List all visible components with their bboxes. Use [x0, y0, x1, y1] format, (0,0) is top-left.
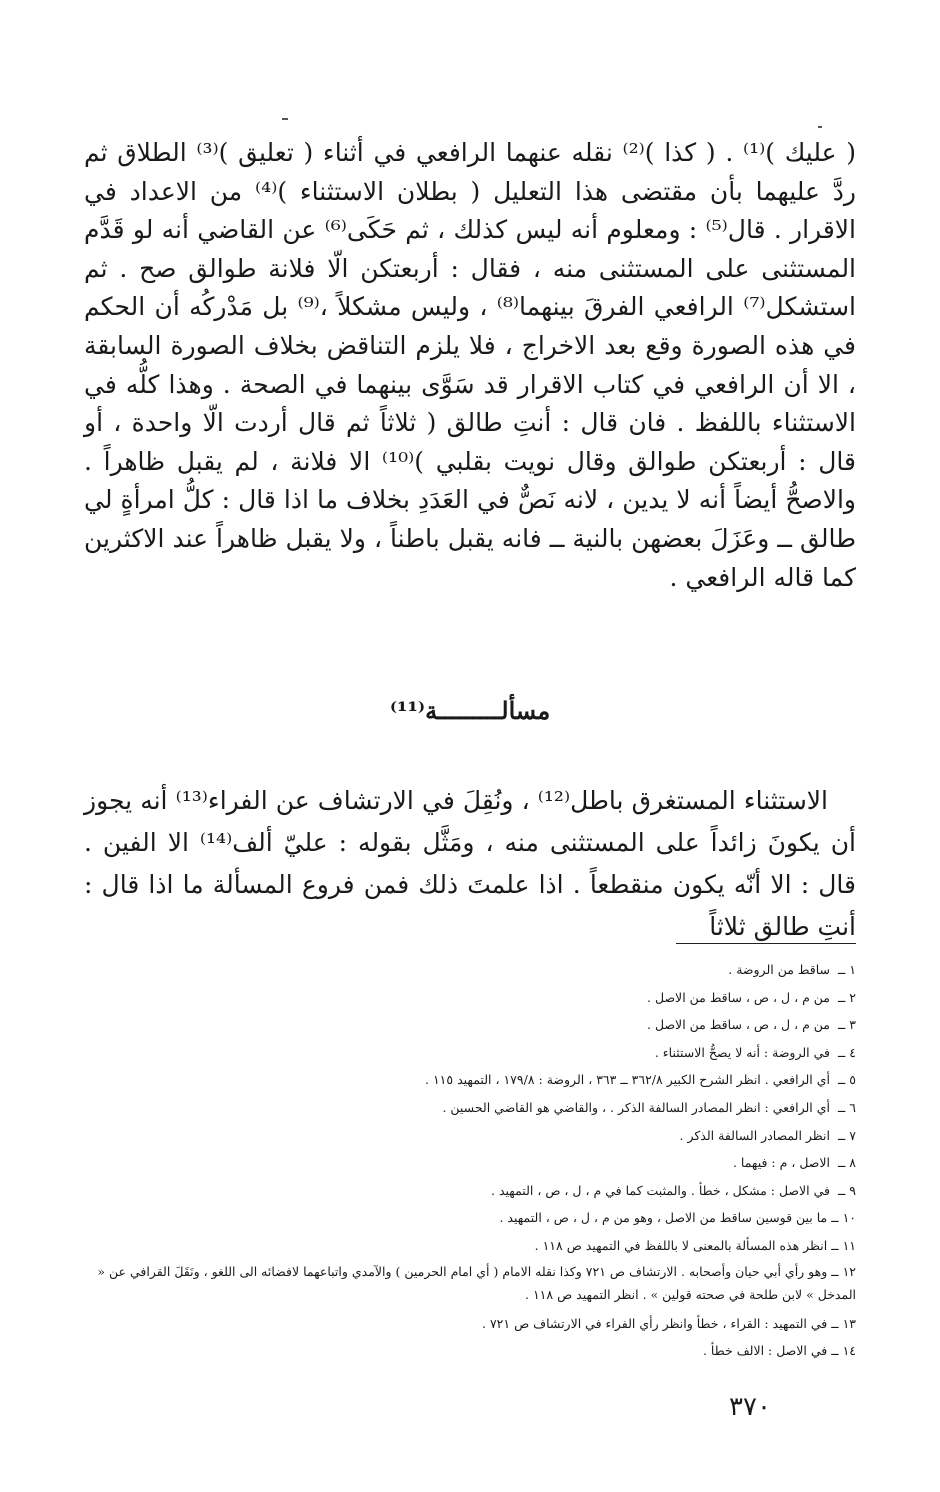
text-line: يكون منقطعاً . اذا علمتَ ذلك فمن فروع المسألة ما اذا قال : أنتِ طالق ثلاثاً [84, 870, 856, 941]
scan-mark [282, 118, 288, 120]
text-line: العَدَدِ بخلاف ما اذا قال : كلُّ امرأةٍ لي طالق ــ وعَزَلَ بعضهن بالنية ــ فانه يقبل [84, 485, 856, 553]
main-paragraph [84, 134, 856, 597]
footnote [60, 1232, 856, 1260]
footnote-number: ١٣ ــ [831, 1315, 856, 1331]
footnote-number: ٣ ــ [837, 1017, 856, 1033]
footnote-text: في الروضة : أنه لا يصحُّ الاستثناء . [654, 1044, 831, 1060]
footnote [60, 1310, 856, 1338]
footnote-text: أي الرافعي . انظر الشرح الكبير ٣٦٢/٨ ــ ٣٦٣ ، الروضة : ١٧٩/٨ ، التمهيد ١١٥ . [425, 1072, 831, 1088]
text-line: باطناً ، ولا يقبل ظاهراً عند الاكثرين كما قاله الرافعي . [84, 523, 856, 592]
footnotes-list [60, 956, 856, 1365]
text-line: ( عليك )⁽¹⁾ . ( كذا )⁽²⁾ نقله عنهما الرافعي في أثناء ( تعليق )⁽³⁾ الطلاق ثم ردَّ [84, 138, 857, 206]
text-line: بينهما⁽⁸⁾ ، وليس مشكلاً ،⁽⁹⁾ بل مَدْركُه أن الحكم في هذه الصورة وقع بعد [84, 292, 857, 360]
text-line: يكونَ زائداً على المستثنى منه ، ومَثَّل بقوله : عليّ ألف⁽¹⁴⁾ الا الفين . قال : الا أنّه [84, 828, 856, 899]
section-heading: مسألـــــــــة⁽¹¹⁾ [389, 696, 551, 725]
footnote [60, 1066, 856, 1094]
footnote-number: ٩ ــ [837, 1182, 856, 1198]
scan-mark [818, 126, 822, 128]
footnote-number: ١٠ ــ [831, 1210, 856, 1226]
second-paragraph [84, 780, 856, 948]
footnote [60, 1094, 856, 1122]
footnote-divider [676, 943, 856, 944]
footnote-number: ١١ ــ [831, 1237, 856, 1253]
footnote-number: ١٤ ــ [831, 1343, 856, 1359]
footnote [60, 1204, 856, 1232]
footnote-number: ١٢ ــ [831, 1263, 856, 1279]
page-number: ٣٧٠ [729, 1392, 771, 1422]
footnote-text: أي الرافعي : انظر المصادر السالفة الذكر . ، والقاضي هو القاضي الحسين . [442, 1099, 831, 1115]
footnote [60, 1122, 856, 1150]
text-line: أنتِ طالق ( ثلاثاً ثم قال أردت الّا واحدة ، أو قال : أربعتكن طوالق وقال نويت [84, 408, 857, 476]
text-line: قال⁽⁵⁾ : ومعلوم أنه ليس كذلك ، ثم حَكَى⁽⁶⁾ عن القاضي أنه لو قَدَّم المستثنى على [84, 215, 857, 283]
footnote-number: ٥ ــ [837, 1072, 856, 1088]
text-line: الاخراج ، فلا يلزم التناقض بخلاف الصورة السابقة ، الا أن الرافعي في كتاب [84, 330, 857, 399]
footnote-text: ساقط من الروضة . [728, 962, 831, 977]
footnote-number: ١ ــ [837, 962, 856, 977]
footnote [60, 1039, 856, 1067]
text-line: عليهما بأن مقتضى هذا التعليل ( بطلان الاستثناء )⁽⁴⁾ من الاعداد في الاقرار . [84, 176, 856, 245]
footnote-number: ٢ ــ [837, 989, 856, 1005]
text-line: بقلبي )⁽¹⁰⁾ الا فلانة ، لم يقبل ظاهراً . والاصحُّ أيضاً أنه لا يدين ، لانه نَصٌّ في [84, 446, 856, 515]
text-line: الاقرار قد سَوَّى بينهما في الصحة . وهذا كلُّه في الاستثناء باللفظ . فان قال : [84, 369, 857, 438]
footnote-number: ٦ ــ [837, 1099, 856, 1115]
text-line: المستثنى منه ، فقال : أربعتكن الّا فلانة طوالق صح . ثم استشكل⁽⁷⁾ الرافعي الفرقَ [84, 253, 856, 322]
footnote-text: الاصل ، م : فيهما . [732, 1155, 831, 1171]
footnote [60, 1149, 856, 1177]
footnote-text: من م ، ل ، ص ، ساقط من الاصل . [647, 1017, 831, 1033]
footnote-number: ٧ ــ [837, 1127, 856, 1143]
footnote [60, 1260, 856, 1306]
footnote-text: في الاصل : مشكل ، خطأ . والمثبت كما في م ، ل ، ص ، التمهيد . [491, 1182, 831, 1198]
footnote-text: انظر هذه المسألة بالمعنى لا باللفظ في التمهيد ص ١١٨ . [534, 1237, 828, 1253]
footnote-number: ٨ ــ [837, 1155, 856, 1171]
footnote [60, 1337, 856, 1365]
footnote-text: انظر المصادر السالفة الذكر . [679, 1127, 831, 1143]
text-line: الاستثناء المستغرق باطل⁽¹²⁾ ، ونُقِلَ في الارتشاف عن الفراء⁽¹³⁾ أنه يجوز أن [84, 786, 856, 857]
footnote [60, 984, 856, 1012]
footnote-text: في التمهيد : القراء ، خطأ وانظر رأي الفراء في الارتشاف ص ٧٢١ . [481, 1315, 828, 1331]
footnote-text: من م ، ل ، ص ، ساقط من الاصل . [647, 989, 831, 1005]
footnote-text: ما بين قوسين ساقط من الاصل ، وهو من م ، ل ، ص ، التمهيد . [499, 1210, 828, 1226]
footnote-text: وهو رأي أبي حيان وأصحابه . الارتشاف ص ٧٢١ وكذا نقله الامام ( أي امام الحرمين ) والآمدي واتباعهما لافضائه الى اللغو ، ونَقَلَ القرافي عن « المدخل » لابن طلحة في صحته قولين » . انظر التمهيد ص ١١٨ . [97, 1263, 856, 1302]
footnote [60, 1011, 856, 1039]
footnote-number: ٤ ــ [837, 1044, 856, 1060]
footnote-text: في الاصل : الالف خطأ . [702, 1343, 828, 1359]
footnote [60, 1177, 856, 1205]
footnote [60, 956, 856, 984]
